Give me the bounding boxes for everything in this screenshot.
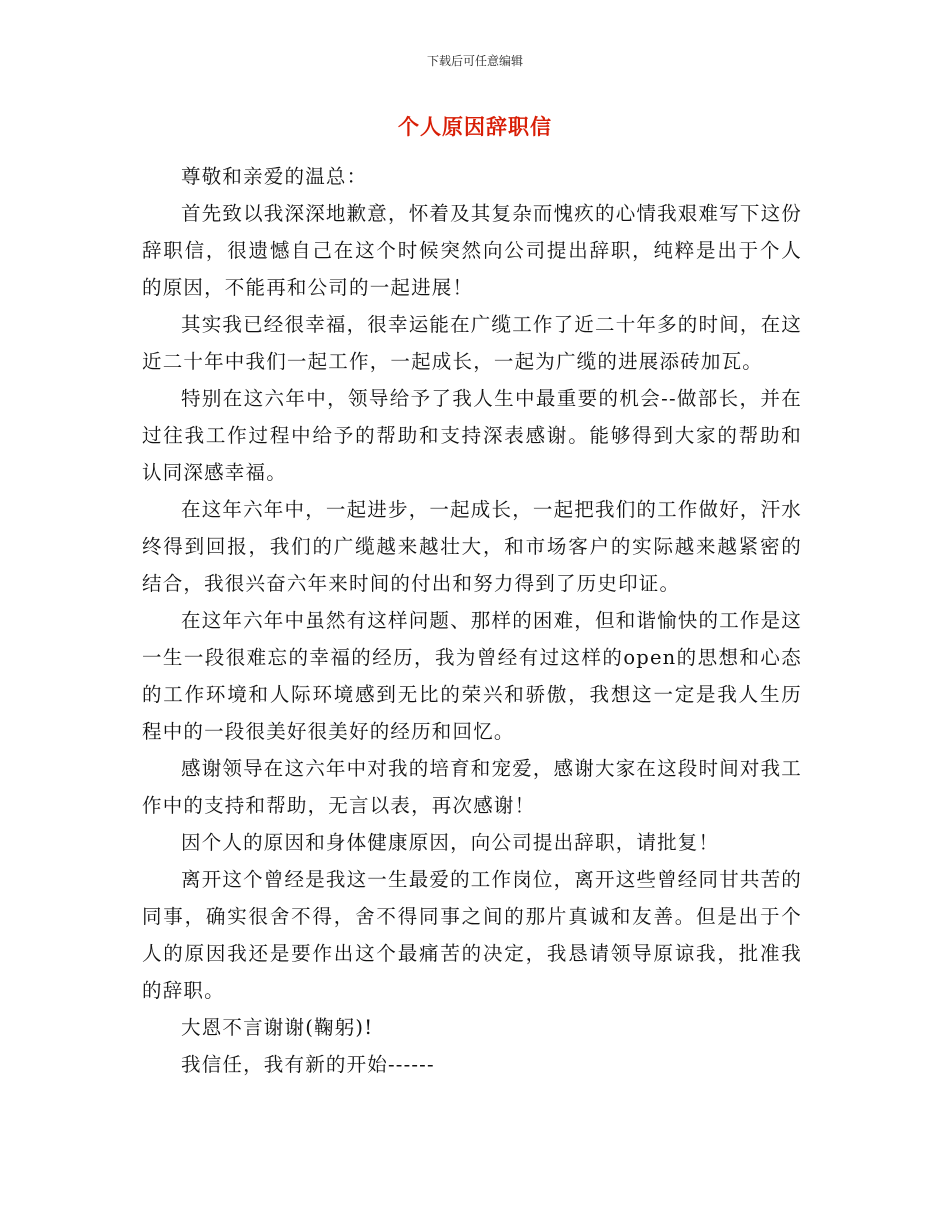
paragraph-closing: 我信任，我有新的开始------ bbox=[181, 1053, 435, 1076]
paragraph-progress: 在这年六年中，一起进步，一起成长，一起把我们的工作做好，汗水终得到回报，我们的广缆越来越壮大，和市场客户的实际越来越紧密的结合，我很兴奋六年来时间的付出和努力得到了历史印证。 bbox=[142, 498, 803, 595]
paragraph-opportunity: 特别在这六年中，领导给予了我人生中最重要的机会--做部长，并在过往我工作过程中给予的帮助和支持深表感谢。能够得到大家的帮助和认同深感幸福。 bbox=[142, 387, 802, 484]
paragraph-experience: 在这年六年中虽然有这样问题、那样的困难，但和谐愉快的工作是这一生一段很难忘的幸福的经历，我为曾经有过这样的open的思想和心态的工作环境和人际环境感到无比的荣兴和骄傲，我想这一定是我人生历程中的一段很美好很美好的经历和回忆。 bbox=[142, 609, 803, 743]
document-title: 个人原因辞职信 bbox=[398, 114, 552, 139]
letter-body bbox=[142, 158, 802, 1083]
paragraph-apology: 首先致以我深深地歉意，怀着及其复杂而愧疚的心情我艰难写下这份辞职信，很遗憾自己在这个时候突然向公司提出辞职，纯粹是出于个人的原因，不能再和公司的一起进展！ bbox=[142, 202, 803, 299]
paragraph-farewell: 离开这个曾经是我这一生最爱的工作岗位，离开这些曾经同甘共苦的同事，确实很舍不得，舍不得同事之间的那片真诚和友善。但是出于个人的原因我还是要作出这个最痛苦的决定，我恳请领导原谅我，批准我的辞职。 bbox=[142, 868, 803, 1002]
salutation: 尊敬和亲爱的温总： bbox=[181, 165, 368, 188]
paragraph-bow: 大恩不言谢谢(鞠躬)! bbox=[181, 1016, 374, 1039]
page-header-note: 下载后可任意编辑 bbox=[426, 54, 523, 68]
paragraph-gratitude: 其实我已经很幸福，很幸运能在广缆工作了近二十年多的时间，在这近二十年中我们一起工作，一起成长，一起为广缆的进展添砖加瓦。 bbox=[142, 313, 803, 373]
paragraph-thanks: 感谢领导在这六年中对我的培育和宠爱，感谢大家在这段时间对我工作中的支持和帮助，无言以表，再次感谢！ bbox=[142, 757, 803, 817]
paragraph-request: 因个人的原因和身体健康原因，向公司提出辞职，请批复！ bbox=[181, 831, 720, 854]
